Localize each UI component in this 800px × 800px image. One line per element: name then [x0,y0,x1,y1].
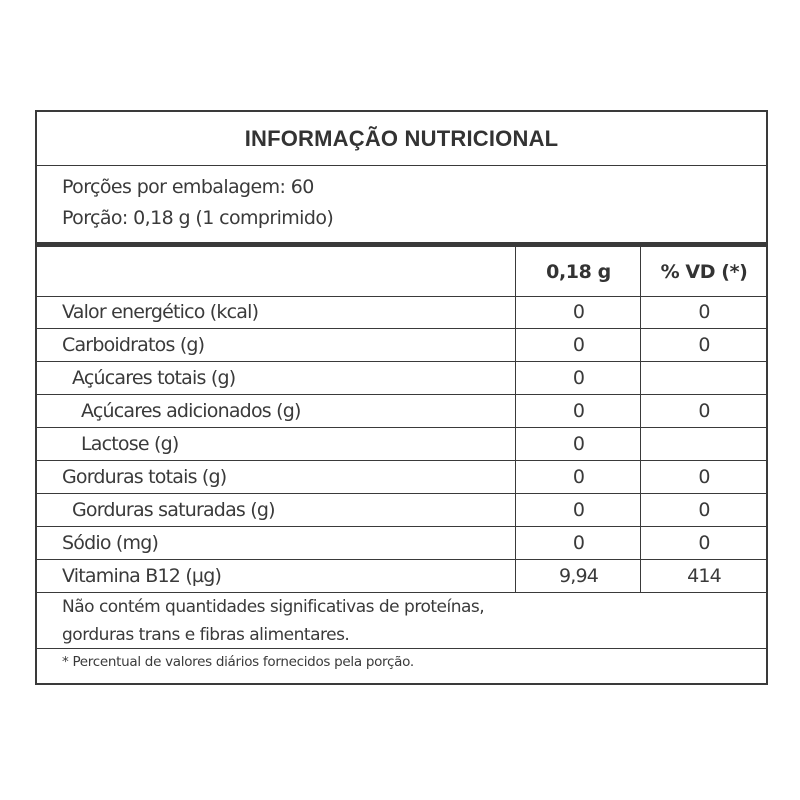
nutrient-daily-value: 0 [640,296,767,328]
header-quantity: 0,18 g [515,247,641,296]
nutrient-quantity: 0 [515,329,641,361]
table-row [37,560,766,593]
note-line-1: Não contém quantidades significativas de proteínas, [62,597,485,617]
nutrition-facts-panel [35,110,768,685]
nutrient-label: Açúcares totais (g) [72,367,236,389]
nutrient-quantity: 0 [515,494,641,526]
nutrient-daily-value: 0 [640,494,767,526]
nutrient-label: Vitamina B12 (µg) [62,565,222,587]
nutrient-label: Gorduras totais (g) [62,466,227,488]
table-header-row [37,247,766,297]
table-row [37,494,766,527]
nutrient-daily-value: 414 [640,560,767,592]
nutrient-label: Carboidratos (g) [62,334,205,356]
table-row [37,362,766,395]
nutrient-label: Açúcares adicionados (g) [81,400,301,422]
nutrient-label: Sódio (mg) [62,532,159,554]
header-nutrient [37,247,540,296]
nutrient-daily-value: 0 [640,527,767,559]
nutrient-daily-value: 0 [640,461,767,493]
nutrient-quantity: 0 [515,296,641,328]
table-row [37,461,766,494]
table-row [37,428,766,461]
nutrient-daily-value [640,428,767,460]
table-row [37,395,766,428]
nutrient-quantity: 0 [515,461,641,493]
nutrient-daily-value: 0 [640,395,767,427]
nutrient-daily-value: 0 [640,329,767,361]
nutrient-quantity: 0 [515,362,641,394]
nutrient-quantity: 0 [515,395,641,427]
serving-info [37,166,766,242]
daily-value-footnote: * Percentual de valores diários fornecidos pela porção. [62,654,414,670]
nutrient-quantity: 0 [515,428,641,460]
note-divider [37,648,766,649]
nutrient-label: Lactose (g) [81,433,179,455]
nutrient-label: Valor energético (kcal) [62,301,259,323]
note-line-2: gorduras trans e fibras alimentares. [62,625,350,645]
table-row [37,296,766,329]
nutrient-quantity: 9,94 [515,560,641,592]
nutrient-daily-value [640,362,767,394]
nutrient-label: Gorduras saturadas (g) [72,499,275,521]
portion-size: Porção: 0,18 g (1 comprimido) [62,207,334,229]
servings-per-package: Porções por embalagem: 60 [62,176,314,198]
table-row [37,527,766,560]
nutrition-title: INFORMAÇÃO NUTRICIONAL [37,112,766,166]
nutrition-note [62,593,484,649]
nutrient-quantity: 0 [515,527,641,559]
table-row [37,329,766,362]
header-daily-value: % VD (*) [640,247,767,296]
